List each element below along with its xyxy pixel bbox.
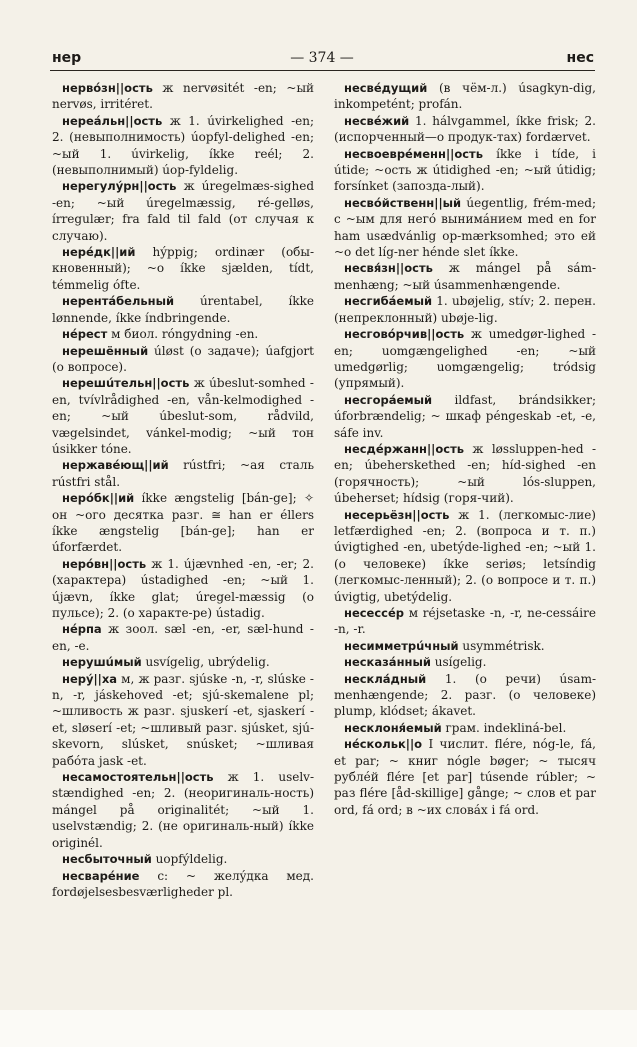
entry-definition: м биол. róngydning -en. <box>107 327 259 342</box>
dictionary-entry <box>52 343 314 376</box>
entry-headword: нерентáбельный <box>62 294 175 309</box>
dictionary-entry <box>52 654 314 670</box>
entry-headword: несерьёзн||ость <box>344 507 450 522</box>
dictionary-entry <box>334 638 596 654</box>
entry-definition: ж úregelmæs-sighed -en; ~ый úregelmæssig, ré-gelløs, írregulær; fra fald til fald (от случая к случаю). <box>52 179 314 243</box>
entry-definition: úegentlig, frém-med; с ~ым для негó вынимáнием med en for ham usædvánlig op-mærksomhed; это ей ~о det líg-ner hénde slet íkke. <box>334 195 596 260</box>
right-column <box>334 80 596 818</box>
entry-headword: несвéжий <box>344 113 410 128</box>
entry-headword: несессéр <box>344 606 405 620</box>
dictionary-entry <box>52 326 314 342</box>
entry-definition: usígelig. <box>430 655 487 670</box>
entry-headword: нерешённый <box>62 343 149 358</box>
entry-headword: несбыточный <box>62 852 152 867</box>
entry-definition: 1. hálvgammel, íkke frisk; 2. (испорченный—о продук-тах) fordærvet. <box>334 113 596 145</box>
dictionary-entry <box>334 736 596 818</box>
dictionary-entry <box>334 113 596 146</box>
entry-definition: ж 1. (легкомыс-лие) letfærdighed -en; 2. (вопроса и т. п.) úvigtighed -en, ubetýde-lighed -en; ~ый 1. (о человеке) íkke seriøs; letsíndig (легкомыс-ленный); 2. (о вопросе и т. п.) úvigtig, ubetýdelig. <box>334 507 596 604</box>
entry-headword: нержавéющ||ий <box>62 458 169 473</box>
header-left-guideword: нер <box>52 50 82 66</box>
entry-definition: ж 1. úvirkelighed -en; 2. (невыполнимость) úopfyl-delighed -en; ~ый 1. úvirkelig, íkke reél; 2. (невыполнимый) úop-fyldelig. <box>52 113 314 178</box>
entry-definition: ж úbeslut-somhed -en, tvívlrådighed -en, vån-kelmodighed -en; ~ый úbeslut-som, rådvild, vægelsindet, vánkel-modig; ~ый тон úsikker tóne. <box>52 376 314 456</box>
entry-headword: нéскольк||о <box>344 737 423 752</box>
entry-headword: несдéржанн||ость <box>344 441 465 456</box>
dictionary-entry <box>334 605 596 638</box>
entry-headword: нерóвн||ость <box>62 556 147 571</box>
entry-definition: hýppig; ordinær (обы-кновенный); ~о íkke sjælden, tídt, témmelig ófte. <box>52 245 314 292</box>
entry-definition: úrentabel, íkke lønnende, íkke índbringende. <box>52 294 314 325</box>
entry-headword: несварéние <box>62 868 140 883</box>
entry-definition: м, ж разг. sjúske -n, -r, slúske -n, -r, jáskehoved -et; sjú-skemalene pl; ~шливость ж разг. sjuskerí -et, sjaskerí -et, sløserí -et; ~шливый разг. sjúsket, sjú-skevorn, slúsket, snúsket; ~шливая рабóта jask -et. <box>52 671 314 768</box>
entry-definition: 1. ubøjelig, stív; 2. перен. (непреклонный) ubøje-lig. <box>334 294 596 325</box>
entry-headword: несамостоятельн||ость <box>62 770 214 785</box>
dictionary-entry <box>52 868 314 901</box>
entry-definition: с: ~ желýдка мед. fordøjelsesbesværligheder pl. <box>52 868 314 899</box>
entry-definition: ж зоол. sæl -en, -er, sæl-hund -en, -e. <box>52 622 314 653</box>
dictionary-entry <box>52 244 314 293</box>
entry-headword: нерóбк||ий <box>62 491 135 506</box>
dictionary-entry <box>52 621 314 654</box>
page-header <box>48 50 596 72</box>
dictionary-entry <box>334 671 596 720</box>
entry-definition: ж umedgør-lighed -en; uomgængelighed -en; ~ый umedgørlig; uomgængelig; tródsig (упрямый). <box>334 327 596 391</box>
entry-definition: м réjsetaske -n, -r, ne-cessáire -n, -r. <box>334 606 596 637</box>
dictionary-entry <box>52 769 314 851</box>
dictionary-entry <box>334 392 596 441</box>
dictionary-entry <box>52 178 314 244</box>
dictionary-entry <box>52 80 314 113</box>
dictionary-entry <box>334 654 596 670</box>
entry-headword: несвéдущий <box>344 81 428 95</box>
entry-headword: несимметрúчный <box>344 638 459 653</box>
entry-headword: несвя́зн||ость <box>344 261 433 276</box>
left-column <box>52 80 314 900</box>
entry-definition: íkke ængstelig [bán-ge]; ✧ он ~ого десятка разг. ≅ han er éllers íkke ængstelig [bán-ge]; han er úforfærdet. <box>52 491 314 555</box>
entry-definition: ildfast, brándsikker; úforbrændelig; ~ шкаф péngeskab -et, -e, sáfe inv. <box>334 392 596 440</box>
page-number: — 374 — <box>290 50 354 66</box>
dictionary-entry <box>52 293 314 326</box>
entry-headword: нерý||ха <box>62 671 118 686</box>
dictionary-entry <box>52 556 314 622</box>
entry-definition: 1. (о речи) úsam-menhængende; 2. разг. (о человеке) plump, klódset; ákavet. <box>334 671 596 719</box>
dictionary-entry <box>52 113 314 179</box>
dictionary-entry <box>334 326 596 392</box>
entry-definition: ж 1. újævnhed -en, -er; 2. (характера) ústadighed -en; ~ый 1. újævn, íkke glat; úregel-mæssig (о пульсе); 2. (о характе-ре) ústadig. <box>52 556 314 620</box>
entry-headword: несвóйственн||ый <box>344 195 462 210</box>
dictionary-entry <box>334 195 596 261</box>
entry-definition: úløst (о задаче); úafgjort (о вопросе). <box>52 343 314 374</box>
dictionary-entry <box>334 507 596 605</box>
entry-definition: грам. indekliná-bel. <box>441 720 567 735</box>
dictionary-entry <box>334 260 596 293</box>
entry-headword: нéрпа <box>62 622 102 637</box>
header-right-guideword: нес <box>566 50 594 66</box>
dictionary-entry <box>52 375 314 457</box>
entry-headword: несказáнный <box>344 655 431 670</box>
dictionary-entry <box>52 457 314 490</box>
entry-headword: нереáльн||ость <box>62 113 163 128</box>
entry-definition: ж nervøsitét -en; ~ый nervøs, irritéret. <box>52 81 314 112</box>
entry-definition: íkke i tíde, i útide; ~ость ж útidighed -en; ~ый útidig; forsínket (запозда-лый). <box>334 146 596 194</box>
entry-headword: нерегулýрн||ость <box>62 179 177 194</box>
dictionary-entry <box>334 441 596 507</box>
entry-headword: несвоеврéменн||ость <box>344 146 483 161</box>
dictionary-entry <box>334 146 596 195</box>
entry-definition: uopfýldelig. <box>151 852 228 867</box>
dictionary-entry <box>334 80 596 113</box>
entry-definition: ж mángel på sám-menhæng; ~ый úsammenhængende. <box>334 261 596 292</box>
entry-headword: несгорáемый <box>344 392 433 407</box>
entry-definition: ж 1. uselv-stændighed -en; 2. (неоригиналь-ность) mángel på originalitét; ~ый 1. uselvstændig; 2. (не оригиналь-ный) íkke originél. <box>52 770 314 850</box>
entry-headword: нерушúмый <box>62 655 142 670</box>
entry-headword: нерéдк||ий <box>62 245 136 260</box>
dictionary-entry <box>52 490 314 556</box>
dictionary-entry <box>334 720 596 736</box>
entry-headword: несговóрчив||ость <box>344 327 465 342</box>
entry-headword: нервóзн||ость <box>62 81 153 95</box>
entry-definition: rústfri; ~ая сталь rústfri stål. <box>52 458 314 489</box>
entry-definition: usvígelig, ubrýdelig. <box>141 655 270 670</box>
entry-headword: нéрест <box>62 327 108 342</box>
entry-definition: usymmétrisk. <box>458 638 545 653</box>
dictionary-entry <box>52 671 314 769</box>
entry-headword: нескла́дный <box>344 671 427 686</box>
entry-headword: нерешúтельн||ость <box>62 376 190 391</box>
dictionary-entry <box>52 851 314 867</box>
entry-definition: (в чём-л.) úsagkyn-dig, inkompetént; profán. <box>334 81 596 112</box>
entry-definition: I числит. flére, nóg-le, fá, et par; ~ книг nógle bøger; ~ тысяч рублéй flére [et par] túsende rúbler; ~ раз flére [åd-skillige] gånge; ~ слов et par ord, fá ord; в ~их словáх i fá ord. <box>334 737 596 817</box>
header-rule <box>50 70 595 71</box>
entry-definition: ж løssluppen-hed -en; úbeherskethed -en; híd-sighed -en (горячность); ~ый lós-sluppen, úbeherset; hídsig (горя-чий). <box>334 441 596 506</box>
entry-headword: несклоня́емый <box>344 720 442 735</box>
dictionary-entry <box>334 293 596 326</box>
entry-headword: несгибáемый <box>344 294 433 309</box>
page-bottom-margin <box>0 1010 637 1047</box>
